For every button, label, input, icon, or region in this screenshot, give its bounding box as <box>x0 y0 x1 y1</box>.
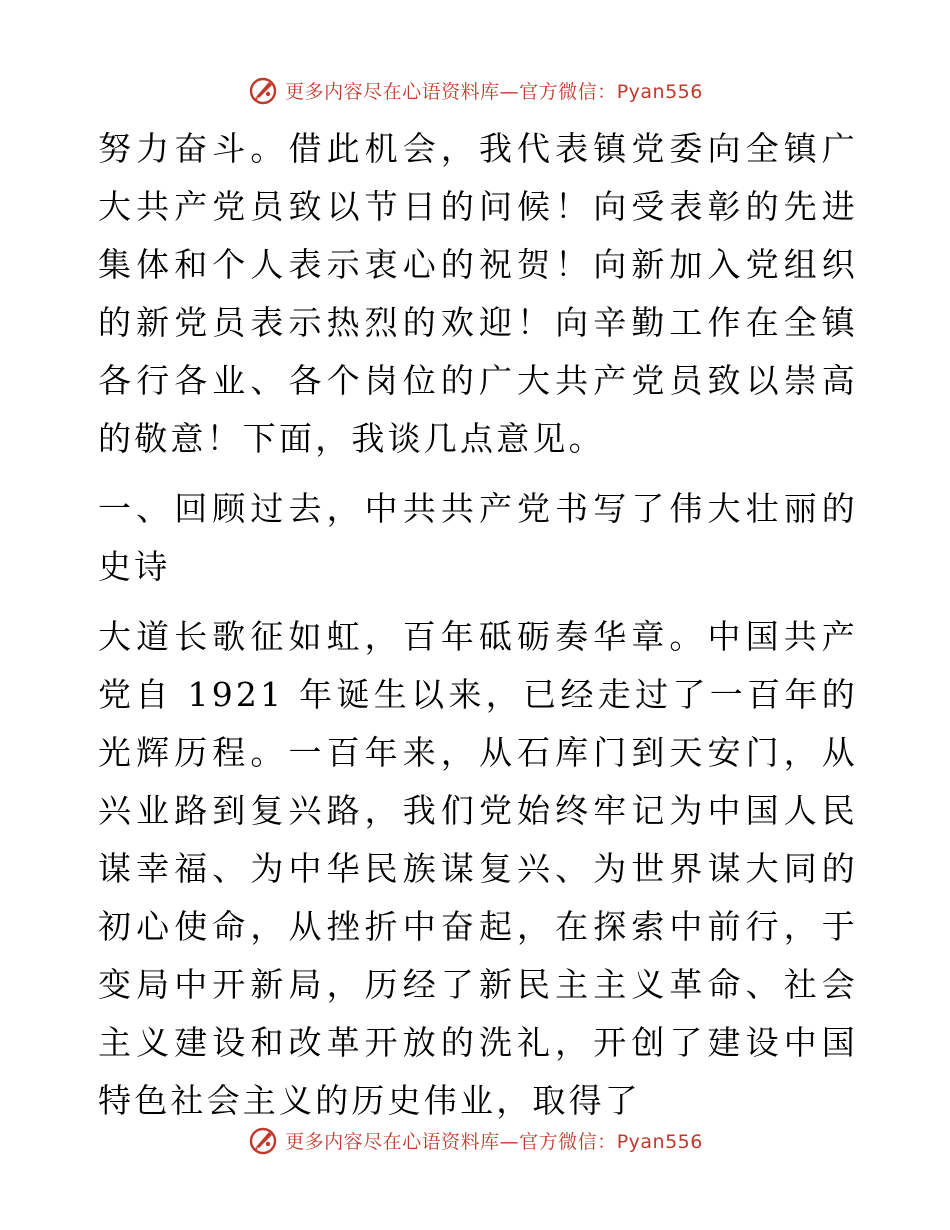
section-heading-review-past: 一、回顾过去，中共共产党书写了伟大壮丽的史诗 <box>98 489 858 586</box>
paragraph-history: 大道长歌征如虹，百年砥砺奏华章。中国共产党自 1921 年诞生以来，已经走过了一百年的光辉历程。一百年来，从石库门到天安门，从兴业路到复兴路，我们党始终牢记为中国人民谋幸福、为中华民族谋复兴、为世界谋大同的初心使命，从挫折中奋起，在探索中前行，于变局中开新局，历经了新民主主义革命、社会主义建设和改革开放的洗礼，开创了建设中国特色社会主义的历史伟业，取得了 <box>98 617 858 1120</box>
header-banner-wechat-id: Pyan556 <box>616 80 703 103</box>
quill-pen-logo-icon <box>247 74 279 106</box>
header-banner <box>0 70 950 110</box>
header-banner-text <box>285 77 703 104</box>
footer-banner-official: 官方微信： <box>519 1130 617 1153</box>
paragraph-greeting: 努力奋斗。借此机会，我代表镇党委向全镇广大共产党员致以节日的问候！向受表彰的先进集体和个人表示衷心的祝贺！向新加入党组织的新党员表示热烈的欢迎！向辛勤工作在全镇各行各业、各个岗位的广大共产党员致以崇高的敬意！下面，我谈几点意见。 <box>98 129 858 458</box>
footer-banner-wechat-id: Pyan556 <box>616 1130 703 1153</box>
header-banner-title: 更多内容尽在心语资料库 <box>285 80 500 103</box>
header-banner-separator: — <box>499 80 520 103</box>
footer-banner-title: 更多内容尽在心语资料库 <box>285 1130 500 1153</box>
document-body <box>98 120 858 1130</box>
footer-banner-separator: — <box>499 1130 520 1153</box>
footer-banner <box>0 1120 950 1160</box>
header-banner-official: 官方微信： <box>519 80 617 103</box>
quill-pen-logo-icon <box>247 1124 279 1156</box>
footer-banner-text <box>285 1127 703 1154</box>
